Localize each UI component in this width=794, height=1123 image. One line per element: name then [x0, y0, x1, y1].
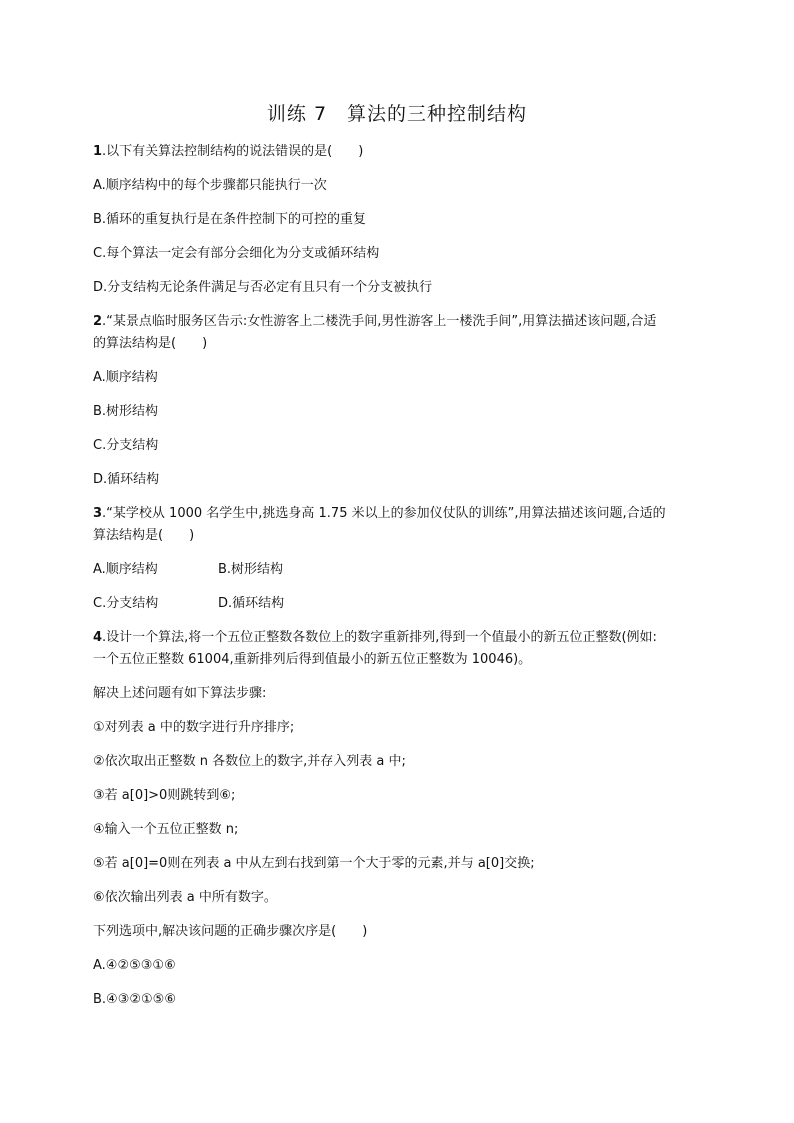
q4-step-2: ②依次取出正整数 n 各数位上的数字,并存入列表 a 中;	[93, 754, 406, 769]
q4-question: 下列选项中,解决该问题的正确步骤次序是( )	[93, 924, 368, 939]
q1-stem-text: .以下有关算法控制结构的说法错误的是( )	[102, 144, 364, 159]
page-title: 训练 7 算法的三种控制结构	[266, 103, 528, 125]
q4-step-1: ①对列表 a 中的数字进行升序排序;	[93, 720, 295, 735]
q2-option-c: C.分支结构	[93, 438, 159, 453]
q2-option-b: B.树形结构	[93, 404, 159, 419]
q3-option-c: C.分支结构	[93, 596, 159, 611]
q3-stem-line1	[93, 505, 666, 523]
q4-step-6: ⑥依次输出列表 a 中所有数字。	[93, 890, 277, 905]
q3-options-row1	[93, 561, 283, 579]
q4-number: 4	[93, 630, 103, 645]
q4-stem-text: .设计一个算法,将一个五位正整数各数位上的数字重新排列,得到一个值最小的新五位正整数(例如:	[102, 630, 657, 645]
q1-stem	[93, 143, 363, 161]
q3-options-row2	[93, 595, 284, 613]
q3-option-b: B.树形结构	[218, 562, 284, 577]
q4-option-b: B.④③②①⑤⑥	[93, 992, 176, 1007]
q4-stem-line1	[93, 629, 657, 647]
q1-number: 1	[93, 144, 103, 159]
q2-number: 2	[93, 314, 103, 329]
q4-step-5: ⑤若 a[0]=0则在列表 a 中从左到右找到第一个大于零的元素,并与 a[0]交换;	[93, 856, 535, 871]
q2-stem-text: .“某景点临时服务区告示:女性游客上二楼洗手间,男性游客上一楼洗手间”,用算法描述该问题,合适	[102, 314, 657, 329]
q1-option-a: A.顺序结构中的每个步骤都只能执行一次	[93, 178, 327, 193]
q3-number: 3	[93, 506, 103, 521]
q3-option-a: A.顺序结构	[93, 562, 158, 577]
q3-stem-line2: 算法结构是( )	[93, 528, 195, 543]
q4-stem-line2: 一个五位正整数 61004,重新排列后得到值最小的新五位正整数为 10046)。	[93, 652, 532, 667]
q1-option-d: D.分支结构无论条件满足与否必定有且只有一个分支被执行	[93, 280, 433, 295]
q2-stem-line1	[93, 313, 656, 331]
q1-option-b: B.循环的重复执行是在条件控制下的可控的重复	[93, 212, 367, 227]
q4-option-a: A.④②⑤③①⑥	[93, 958, 176, 973]
q2-option-a: A.顺序结构	[93, 370, 158, 385]
q4-step-4: ④输入一个五位正整数 n;	[93, 822, 239, 837]
q4-step-3: ③若 a[0]>0则跳转到⑥;	[93, 788, 236, 803]
q2-stem-line2: 的算法结构是( )	[93, 336, 208, 351]
q3-option-d: D.循环结构	[218, 596, 285, 611]
q2-option-d: D.循环结构	[93, 472, 160, 487]
q4-intro: 解决上述问题有如下算法步骤:	[93, 686, 267, 701]
q3-stem-text: .“某学校从 1000 名学生中,挑选身高 1.75 米以上的参加仪仗队的训练”,用算法描述该问题,合适的	[102, 506, 666, 521]
q1-option-c: C.每个算法一定会有部分会细化为分支或循环结构	[93, 246, 380, 261]
